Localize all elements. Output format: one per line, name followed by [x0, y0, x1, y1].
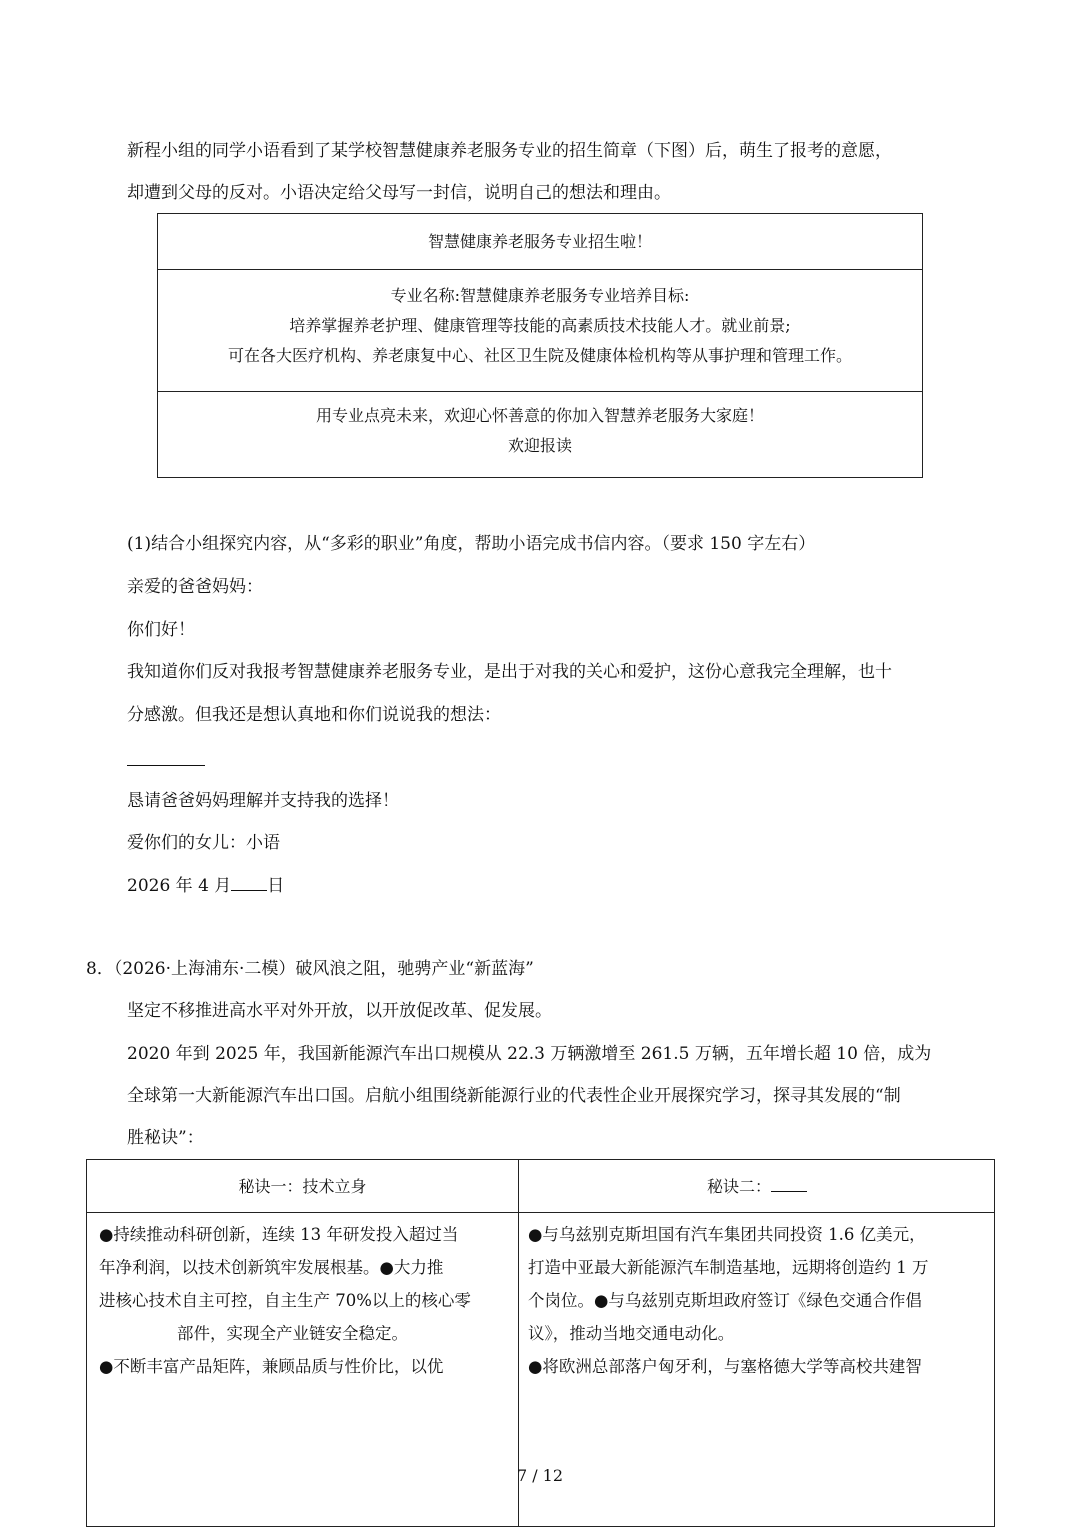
table-divider-header — [87, 1212, 994, 1213]
question-8-line-4: 胜秘诀”： — [127, 1128, 204, 1148]
table-left-cell — [99, 1218, 509, 1383]
question-8-source: （2026·上海浦东·二模） — [113, 959, 296, 979]
brochure-title-row — [158, 214, 922, 270]
admission-brochure-box — [157, 213, 923, 478]
question-8-line-3: 全球第一大新能源汽车出口国。启航小组围绕新能源行业的代表性企业开展探究学习，探寻其发展的“制 — [127, 1086, 901, 1106]
page-number: 7 / 12 — [516, 1466, 564, 1485]
letter-signature: 爱你们的女儿：小语 — [127, 833, 280, 853]
secret-two-blank — [771, 1175, 807, 1192]
right-cell-line-3: 个岗位。●与乌兹别克斯坦政府签订《绿色交通合作倡 — [528, 1291, 922, 1310]
brochure-footer-row — [158, 392, 922, 479]
left-cell-line-2: 年净利润，以技术创新筑牢发展根基。●大力推 — [99, 1258, 444, 1277]
left-cell-line-5: ●不断丰富产品矩阵，兼顾品质与性价比，以优 — [99, 1357, 444, 1376]
table-header-right — [518, 1174, 996, 1197]
letter-closing: 恳请爸爸妈妈理解并支持我的选择！ — [127, 791, 399, 811]
letter-greeting: 你们好！ — [127, 620, 195, 640]
right-cell-line-5: ●将欧洲总部落户匈牙利，与塞格德大学等高校共建智 — [528, 1357, 922, 1376]
letter-body-blank — [127, 765, 205, 766]
letter-paragraph-line-1: 我知道你们反对我报考智慧健康养老服务专业，是出于对我的关心和爱护，这份心意我完全理解，也十 — [127, 662, 892, 682]
intro-line-2: 却遭到父母的反对。小语决定给父母写一封信，说明自己的想法和理由。 — [127, 183, 671, 203]
question-8-title: 破风浪之阻，驰骋产业“新蓝海” — [295, 959, 534, 979]
letter-date — [127, 874, 284, 897]
brochure-body-line-3: 可在各大医疗机构、养老康复中心、社区卫生院及健康体检机构等从事护理和管理工作。 — [227, 346, 852, 365]
question-8-line-1: 坚定不移推进高水平对外开放，以开放促改革、促发展。 — [127, 1001, 552, 1021]
brochure-title: 智慧健康养老服务专业招生啦！ — [427, 232, 652, 251]
letter-date-suffix: 日 — [267, 876, 285, 896]
table-right-cell — [528, 1218, 990, 1383]
question-8-heading — [86, 958, 534, 980]
brochure-body-line-2: 培养掌握养老护理、健康管理等技能的高素质技术技能人才。就业前景; — [289, 316, 791, 335]
letter-paragraph-line-2: 分感激。但我还是想认真地和你们说说我的想法： — [127, 705, 501, 725]
date-day-blank — [231, 874, 267, 891]
intro-line-1: 新程小组的同学小语看到了某学校智慧健康养老服务专业的招生简章（下图）后，萌生了报考的意愿， — [127, 141, 892, 161]
table-header-left: 秘诀一：技术立身 — [238, 1177, 367, 1196]
right-cell-line-1: ●与乌兹别克斯坦国有汽车集团共同投资 1.6 亿美元， — [528, 1225, 926, 1244]
left-cell-line-4: 部件，实现全产业链安全稳定。 — [177, 1324, 408, 1343]
brochure-footer-line-2: 欢迎报读 — [507, 436, 572, 455]
left-cell-line-1: ●持续推动科研创新，连续 13 年研发投入超过当 — [99, 1225, 459, 1244]
letter-date-prefix: 2026 年 4 月 — [127, 876, 232, 896]
right-cell-line-2: 打造中亚最大新能源汽车制造基地，远期将创造约 1 万 — [528, 1258, 929, 1277]
table-header-right-prefix: 秘诀二： — [706, 1177, 771, 1196]
question-1: (1)结合小组探究内容，从“多彩的职业”角度，帮助小语完成书信内容。（要求 150 字左右） — [127, 534, 816, 554]
brochure-footer-line-1: 用专业点亮未来，欢迎心怀善意的你加入智慧养老服务大家庭！ — [315, 406, 764, 425]
brochure-body-row — [158, 270, 922, 392]
letter-salutation: 亲爱的爸爸妈妈： — [127, 577, 263, 597]
brochure-body-line-1: 专业名称:智慧健康养老服务专业培养目标: — [390, 286, 690, 305]
left-cell-line-3: 进核心技术自主可控，自主生产 70%以上的核心零 — [99, 1291, 471, 1310]
right-cell-line-4: 议》，推动当地交通电动化。 — [528, 1324, 735, 1343]
question-8-number: 8． — [86, 959, 114, 979]
question-8-line-2: 2020 年到 2025 年，我国新能源汽车出口规模从 22.3 万辆激增至 261.5 万辆，五年增长超 10 倍，成为 — [127, 1044, 932, 1064]
